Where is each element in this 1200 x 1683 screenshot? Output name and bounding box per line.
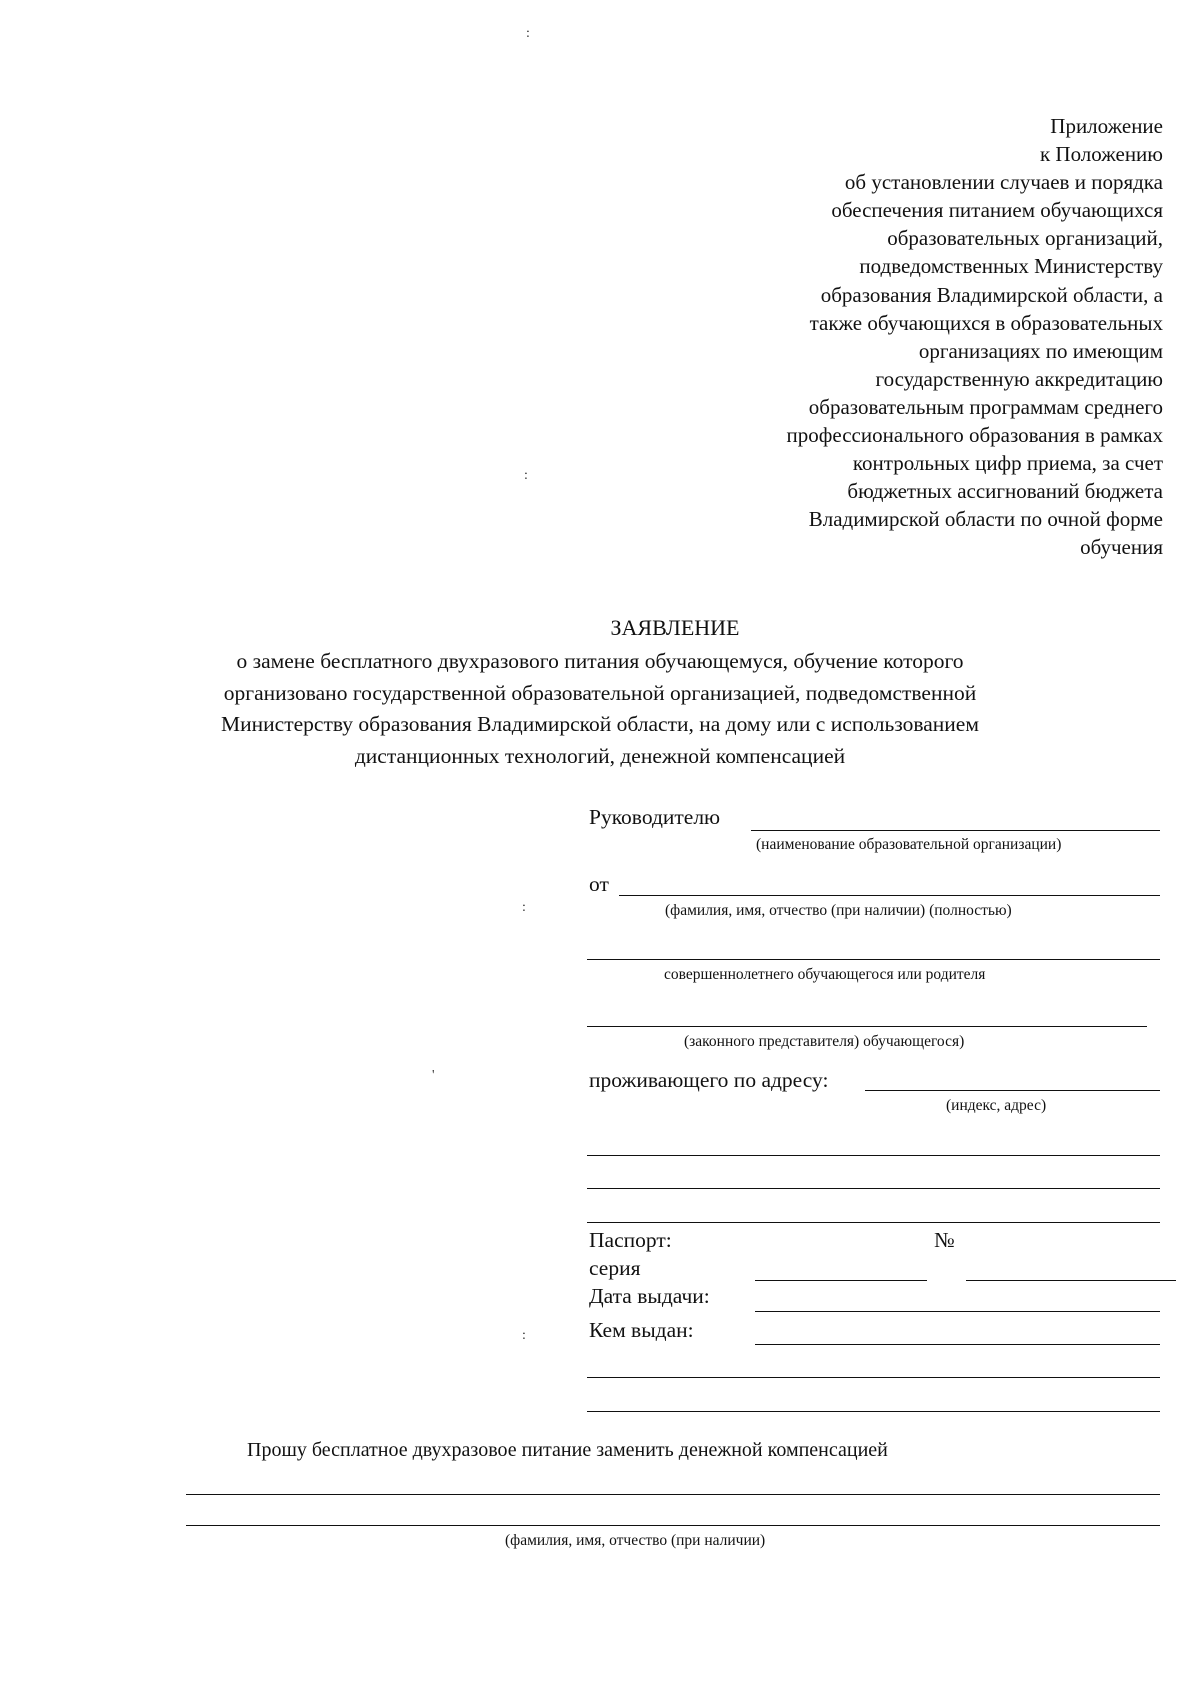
annex-line: образовательных организаций,: [887, 226, 1163, 251]
from-hint-2: совершеннолетнего обучающегося или родителя: [664, 966, 986, 983]
from-hint-3: (законного представителя) обучающегося): [684, 1033, 965, 1050]
address-field-line-2[interactable]: [587, 1155, 1160, 1156]
from-field-line-2[interactable]: [587, 959, 1160, 960]
annex-line: обеспечения питанием обучающихся: [831, 198, 1163, 223]
annex-line: также обучающихся в образовательных: [809, 310, 1163, 335]
passport-series-label: серия: [589, 1256, 641, 1280]
issued-by-field-line[interactable]: [755, 1344, 1160, 1345]
address-field-line-3[interactable]: [587, 1188, 1160, 1189]
from-field-line[interactable]: [619, 895, 1160, 896]
annex-line: Приложение: [1050, 114, 1163, 138]
passport-label: Паспорт:: [589, 1228, 672, 1252]
request-text: Прошу бесплатное двухразовое питание заменить денежной компенсацией: [247, 1439, 888, 1461]
to-hint: (наименование образовательной организации): [756, 836, 1062, 853]
annex-line: государственную аккредитацию: [875, 366, 1163, 391]
issue-date-field-line[interactable]: [755, 1311, 1160, 1312]
scan-mark: :: [526, 26, 530, 41]
from-field-line-3[interactable]: [587, 1026, 1147, 1027]
issued-by-field-line-2[interactable]: [587, 1377, 1160, 1378]
signature-hint: (фамилия, имя, отчество (при наличии): [505, 1532, 766, 1549]
annex-line: организациях по имеющим: [918, 338, 1163, 363]
subtitle-line: дистанционных технологий, денежной компенсацией: [354, 743, 846, 768]
annex-note: [643, 112, 1163, 562]
scan-mark: :: [522, 1328, 526, 1343]
subtitle-line: организовано государственной образовательной организацией, подведомственной: [223, 680, 977, 705]
passport-number-field-line[interactable]: [966, 1280, 1176, 1281]
annex-line: бюджетных ассигнований бюджета: [847, 479, 1163, 504]
issued-by-field-line-3[interactable]: [587, 1411, 1160, 1412]
annex-line: контрольных цифр приема, за счет: [852, 451, 1163, 476]
annex-line: обучения: [1080, 535, 1163, 560]
issue-date-label: Дата выдачи:: [589, 1284, 710, 1308]
address-field-line[interactable]: [865, 1090, 1160, 1091]
passport-number-label: №: [934, 1228, 955, 1252]
address-hint: (индекс, адрес): [946, 1097, 1047, 1114]
scan-mark: :: [524, 468, 528, 483]
annex-line: Владимирской области по очной форме: [808, 507, 1163, 532]
annex-line: образования Владимирской области, а: [820, 282, 1163, 307]
subtitle-line: Министерству образования Владимирской области, на дому или с использованием: [221, 712, 979, 736]
document-title: ЗАЯВЛЕНИЕ: [610, 615, 740, 640]
address-field-line-4[interactable]: [587, 1222, 1160, 1223]
signature-field-line[interactable]: [186, 1525, 1160, 1526]
passport-series-field-line[interactable]: [755, 1280, 927, 1281]
annex-line: к Положению: [1039, 142, 1163, 167]
to-field-line[interactable]: [751, 830, 1160, 831]
annex-line: профессионального образования в рамках: [786, 423, 1163, 448]
from-label: от: [589, 872, 609, 896]
scan-mark: ': [432, 1068, 435, 1083]
subtitle-line: о замене бесплатного двухразового питания обучающемуся, обучение которого: [236, 649, 964, 673]
to-label: Руководителю: [589, 805, 721, 829]
annex-line: подведомственных Министерству: [859, 254, 1163, 279]
document-subtitle: [130, 646, 1070, 772]
issued-by-label: Кем выдан:: [589, 1318, 694, 1342]
annex-line: образовательным программам среднего: [808, 394, 1163, 419]
annex-line: об установлении случаев и порядка: [844, 170, 1163, 195]
from-hint: (фамилия, имя, отчество (при наличии) (полностью): [665, 902, 1012, 919]
scan-mark: :: [522, 900, 526, 915]
address-label: проживающего по адресу:: [589, 1068, 829, 1092]
request-field-line[interactable]: [186, 1494, 1160, 1495]
